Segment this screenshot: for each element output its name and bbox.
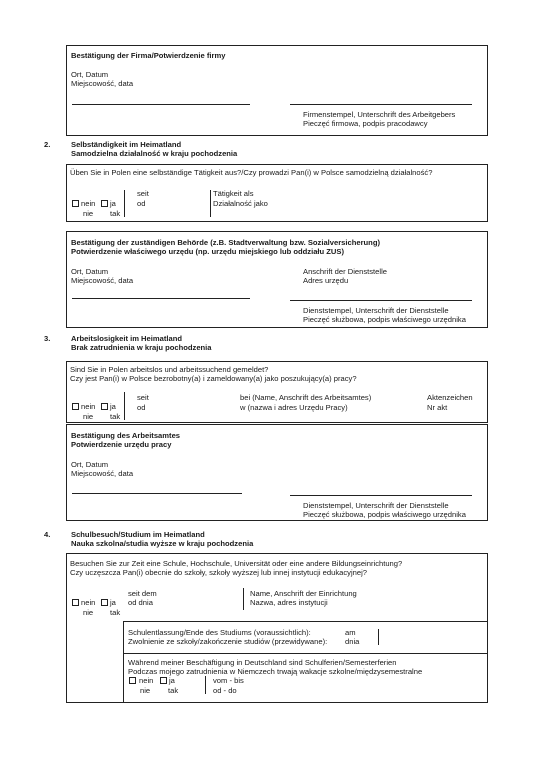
s2-tak-label: tak — [110, 209, 121, 218]
s3-place-date-label-pl: Miejscowość, data — [71, 469, 134, 478]
s4-holiday-ja-checkbox[interactable] — [160, 677, 167, 684]
section-2-title: Selbständigkeit im Heimatland — [71, 140, 182, 149]
s4-inner-mid-border — [123, 653, 488, 654]
s3-file-label-pl: Nr akt — [427, 403, 448, 412]
s3-tak-label: tak — [110, 412, 121, 421]
s3-ja-checkbox[interactable] — [101, 403, 108, 410]
section-4-title: Schulbesuch/Studium im Heimatland — [71, 530, 205, 539]
s4-inner-top-border — [123, 621, 488, 622]
s4-nie-label: nie — [83, 608, 94, 617]
section-3-question: Sind Sie in Polen arbeitslos und arbeitssuchend gemeldet? — [70, 365, 269, 374]
s2-address-label: Anschrift der Dienststelle — [303, 267, 387, 276]
section-2-number: 2. — [44, 140, 51, 149]
s4-tak-label: tak — [110, 608, 121, 617]
s3-seit-label: seit — [137, 393, 149, 402]
s4-ja-label: ja — [110, 598, 116, 607]
s2-place-date-label: Ort, Datum — [71, 267, 109, 276]
s4-ja-checkbox[interactable] — [101, 599, 108, 606]
company-confirmation-title: Bestätigung der Firma/Potwierdzenie firmy — [71, 51, 226, 60]
s4-end-label: Schulentlassung/Ende des Studiums (voraussichtlich): — [128, 628, 311, 637]
s4-institution-label: Name, Anschrift der Einrichtung — [250, 589, 357, 598]
s2-nie-label: nie — [83, 209, 94, 218]
s4-end-am-label: am — [345, 628, 356, 637]
s3-place-date-field[interactable] — [72, 493, 242, 494]
section-3-title-pl: Brak zatrudnienia w kraju pochodzenia — [71, 343, 212, 352]
s4-vom-bis-label: vom - bis — [213, 676, 244, 685]
s3-stamp-label: Dienststempel, Unterschrift der Dienststelle — [303, 501, 449, 510]
s4-end-dnia-label: dnia — [345, 637, 360, 646]
s4-end-label-pl: Zwolnienie ze szkoły/zakończenie studiów (przewidywane): — [128, 637, 328, 646]
s2-ja-checkbox[interactable] — [101, 200, 108, 207]
s3-od-label: od — [137, 403, 146, 412]
s3-nein-label: nein — [81, 402, 96, 411]
section-3-title: Arbeitslosigkeit im Heimatland — [71, 334, 182, 343]
s2-address-label-pl: Adres urzędu — [303, 276, 349, 285]
section-2-question: Üben Sie in Polen eine selbständige Tätigkeit aus?/Czy prowadzi Pan(i) w Polsce samodzielną działalność? — [70, 168, 433, 177]
s2-divider — [124, 190, 125, 217]
s4-holiday-ja-label: ja — [169, 676, 175, 685]
s4-holiday-divider — [205, 676, 206, 694]
s3-nein-checkbox[interactable] — [72, 403, 79, 410]
s2-authority-title-pl: Potwierdzenie właściwego urzędu (np. urzędu miejskiego lub oddziału ZUS) — [71, 247, 344, 256]
s4-institution-label-pl: Nazwa, adres instytucji — [250, 598, 328, 607]
s2-activity-label: Tätigkeit als — [213, 189, 254, 198]
s3-office-label: bei (Name, Anschrift des Arbeitsamtes) — [240, 393, 372, 402]
company-stamp-label: Firmenstempel, Unterschrift des Arbeitgebers — [303, 110, 456, 119]
s3-place-date-label: Ort, Datum — [71, 460, 109, 469]
s2-stamp-label-pl: Pieczęć służbowa, podpis właściwego urzędnika — [303, 315, 466, 324]
s2-ja-label: ja — [110, 199, 116, 208]
s2-divider-2 — [210, 190, 211, 217]
section-4-question-pl: Czy uczęszcza Pan(i) obecnie do szkoły, szkoły wyższej lub innej instytucji edukacyjnej? — [70, 568, 367, 577]
s2-nein-checkbox[interactable] — [72, 200, 79, 207]
s3-confirm-title-pl: Potwierdzenie urzędu pracy — [71, 440, 172, 449]
s2-stamp-field[interactable] — [290, 300, 472, 301]
s2-place-date-field[interactable] — [72, 298, 250, 299]
s4-since-label: seit dem — [128, 589, 157, 598]
s3-nie-label: nie — [83, 412, 94, 421]
s3-office-label-pl: w (nazwa i adres Urzędu Pracy) — [240, 403, 348, 412]
section-4-number: 4. — [44, 530, 51, 539]
s4-divider — [243, 588, 244, 610]
company-stamp-field[interactable] — [290, 104, 472, 105]
s4-holiday-nein-label: nein — [139, 676, 154, 685]
s4-inner-left-border — [123, 621, 124, 703]
s4-holiday-label: Während meiner Beschäftigung in Deutschland sind Schulferien/Semesterferien — [128, 658, 397, 667]
s4-holiday-nie-label: nie — [140, 686, 151, 695]
s2-od-label: od — [137, 199, 146, 208]
section-3-number: 3. — [44, 334, 51, 343]
s4-holiday-tak-label: tak — [168, 686, 179, 695]
s3-divider — [124, 392, 125, 420]
s3-ja-label: ja — [110, 402, 116, 411]
section-3-question-pl: Czy jest Pan(i) w Polsce bezrobotny(a) i zameldowany(a) jako poszukujący(a) pracy? — [70, 374, 357, 383]
section-4-title-pl: Nauka szkolna/studia wyższe w kraju pochodzenia — [71, 539, 254, 548]
s4-holiday-label-pl: Podczas mojego zatrudnienia w Niemczech trwają wakacje szkolne/międzysemestralne — [128, 667, 423, 676]
s3-file-label: Aktenzeichen — [427, 393, 473, 402]
s4-end-date-field[interactable] — [378, 629, 379, 645]
s3-confirm-title: Bestätigung des Arbeitsamtes — [71, 431, 181, 440]
s2-seit-label: seit — [137, 189, 149, 198]
s3-stamp-label-pl: Pieczęć służbowa, podpis właściwego urzędnika — [303, 510, 466, 519]
company-place-date-field[interactable] — [72, 104, 250, 105]
s2-authority-title: Bestätigung der zuständigen Behörde (z.B. Stadtverwaltung bzw. Sozialversicherung) — [71, 238, 380, 247]
s2-place-date-label-pl: Miejscowość, data — [71, 276, 134, 285]
s3-stamp-field[interactable] — [290, 495, 472, 496]
company-stamp-label-pl: Pieczęć firmowa, podpis pracodawcy — [303, 119, 428, 128]
s4-od-do-label: od - do — [213, 686, 237, 695]
s4-holiday-nein-checkbox[interactable] — [129, 677, 136, 684]
s2-nein-label: nein — [81, 199, 96, 208]
s4-nein-checkbox[interactable] — [72, 599, 79, 606]
s4-nein-label: nein — [81, 598, 96, 607]
s2-activity-label-pl: Działalność jako — [213, 199, 268, 208]
company-place-date-label-pl: Miejscowość, data — [71, 79, 134, 88]
company-place-date-label: Ort, Datum — [71, 70, 109, 79]
s4-since-label-pl: od dnia — [128, 598, 153, 607]
section-4-question: Besuchen Sie zur Zeit eine Schule, Hochschule, Universität oder eine andere Bildungseinrichtung? — [70, 559, 403, 568]
s2-stamp-label: Dienststempel, Unterschrift der Dienststelle — [303, 306, 449, 315]
section-2-title-pl: Samodzielna działalność w kraju pochodzenia — [71, 149, 238, 158]
